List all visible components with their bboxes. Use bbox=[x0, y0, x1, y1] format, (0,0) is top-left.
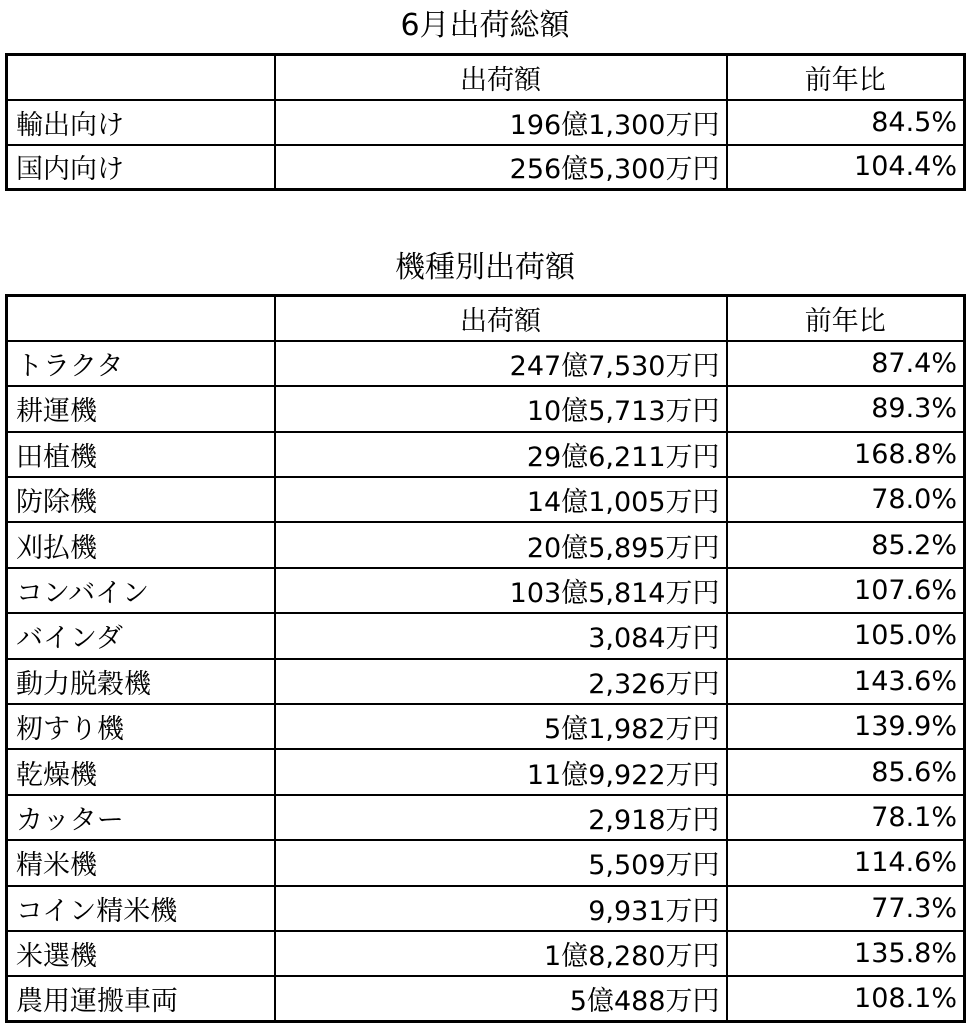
header-ratio: 前年比 bbox=[727, 296, 965, 341]
row-amount: 11億9,922万円 bbox=[275, 749, 727, 794]
header-amount: 出荷額 bbox=[275, 296, 727, 341]
table-row bbox=[7, 659, 965, 704]
row-amount: 5,509万円 bbox=[275, 840, 727, 885]
row-ratio: 108.1% bbox=[727, 976, 965, 1021]
row-ratio: 114.6% bbox=[727, 840, 965, 885]
row-amount: 9,931万円 bbox=[275, 886, 727, 931]
row-ratio: 104.4% bbox=[727, 145, 965, 190]
row-ratio: 85.2% bbox=[727, 522, 965, 567]
table-row bbox=[7, 145, 965, 190]
row-ratio: 87.4% bbox=[727, 341, 965, 386]
row-name: コンバイン bbox=[7, 568, 275, 613]
row-amount: 20億5,895万円 bbox=[275, 522, 727, 567]
table-row bbox=[7, 100, 965, 145]
table-row bbox=[7, 341, 965, 386]
row-name: バインダ bbox=[7, 613, 275, 658]
row-amount: 10億5,713万円 bbox=[275, 386, 727, 431]
total-shipment-table bbox=[5, 53, 966, 191]
table-header-row bbox=[7, 55, 965, 100]
row-amount: 2,918万円 bbox=[275, 795, 727, 840]
row-name: 耕運機 bbox=[7, 386, 275, 431]
row-name: 輸出向け bbox=[7, 100, 275, 145]
table-header-row bbox=[7, 296, 965, 341]
header-blank-cell bbox=[7, 296, 275, 341]
row-amount: 247億7,530万円 bbox=[275, 341, 727, 386]
row-name: 乾燥機 bbox=[7, 749, 275, 794]
section-title-by-model: 機種別出荷額 bbox=[395, 250, 575, 285]
row-ratio: 77.3% bbox=[727, 886, 965, 931]
row-name: 籾すり機 bbox=[7, 704, 275, 749]
row-ratio: 78.0% bbox=[727, 477, 965, 522]
row-amount: 1億8,280万円 bbox=[275, 931, 727, 976]
row-ratio: 139.9% bbox=[727, 704, 965, 749]
row-name: 米選機 bbox=[7, 931, 275, 976]
row-amount: 2,326万円 bbox=[275, 659, 727, 704]
table-row bbox=[7, 704, 965, 749]
row-amount: 103億5,814万円 bbox=[275, 568, 727, 613]
header-amount: 出荷額 bbox=[275, 55, 727, 100]
row-amount: 14億1,005万円 bbox=[275, 477, 727, 522]
row-amount: 196億1,300万円 bbox=[275, 100, 727, 145]
row-ratio: 168.8% bbox=[727, 432, 965, 477]
row-amount: 256億5,300万円 bbox=[275, 145, 727, 190]
table-row bbox=[7, 432, 965, 477]
row-name: 農用運搬車両 bbox=[7, 976, 275, 1021]
row-ratio: 89.3% bbox=[727, 386, 965, 431]
model-shipment-table bbox=[5, 294, 966, 1023]
row-ratio: 84.5% bbox=[727, 100, 965, 145]
table-row bbox=[7, 386, 965, 431]
row-name: 刈払機 bbox=[7, 522, 275, 567]
row-amount: 5億1,982万円 bbox=[275, 704, 727, 749]
table-row bbox=[7, 931, 965, 976]
row-name: 精米機 bbox=[7, 840, 275, 885]
table-row bbox=[7, 795, 965, 840]
header-ratio: 前年比 bbox=[727, 55, 965, 100]
row-name: カッター bbox=[7, 795, 275, 840]
table-row bbox=[7, 522, 965, 567]
row-ratio: 85.6% bbox=[727, 749, 965, 794]
row-name: 国内向け bbox=[7, 145, 275, 190]
table-row bbox=[7, 886, 965, 931]
section-title-total: 6月出荷総額 bbox=[400, 8, 570, 43]
row-ratio: 107.6% bbox=[727, 568, 965, 613]
table-row bbox=[7, 976, 965, 1021]
row-name: 田植機 bbox=[7, 432, 275, 477]
table-row bbox=[7, 749, 965, 794]
table-row bbox=[7, 568, 965, 613]
table-row bbox=[7, 613, 965, 658]
row-name: 動力脱穀機 bbox=[7, 659, 275, 704]
table-row bbox=[7, 840, 965, 885]
row-amount: 29億6,211万円 bbox=[275, 432, 727, 477]
row-ratio: 135.8% bbox=[727, 931, 965, 976]
table-row bbox=[7, 477, 965, 522]
row-ratio: 143.6% bbox=[727, 659, 965, 704]
row-amount: 5億488万円 bbox=[275, 976, 727, 1021]
row-amount: 3,084万円 bbox=[275, 613, 727, 658]
row-name: コイン精米機 bbox=[7, 886, 275, 931]
row-ratio: 78.1% bbox=[727, 795, 965, 840]
row-name: トラクタ bbox=[7, 341, 275, 386]
row-ratio: 105.0% bbox=[727, 613, 965, 658]
row-name: 防除機 bbox=[7, 477, 275, 522]
header-blank-cell bbox=[7, 55, 275, 100]
